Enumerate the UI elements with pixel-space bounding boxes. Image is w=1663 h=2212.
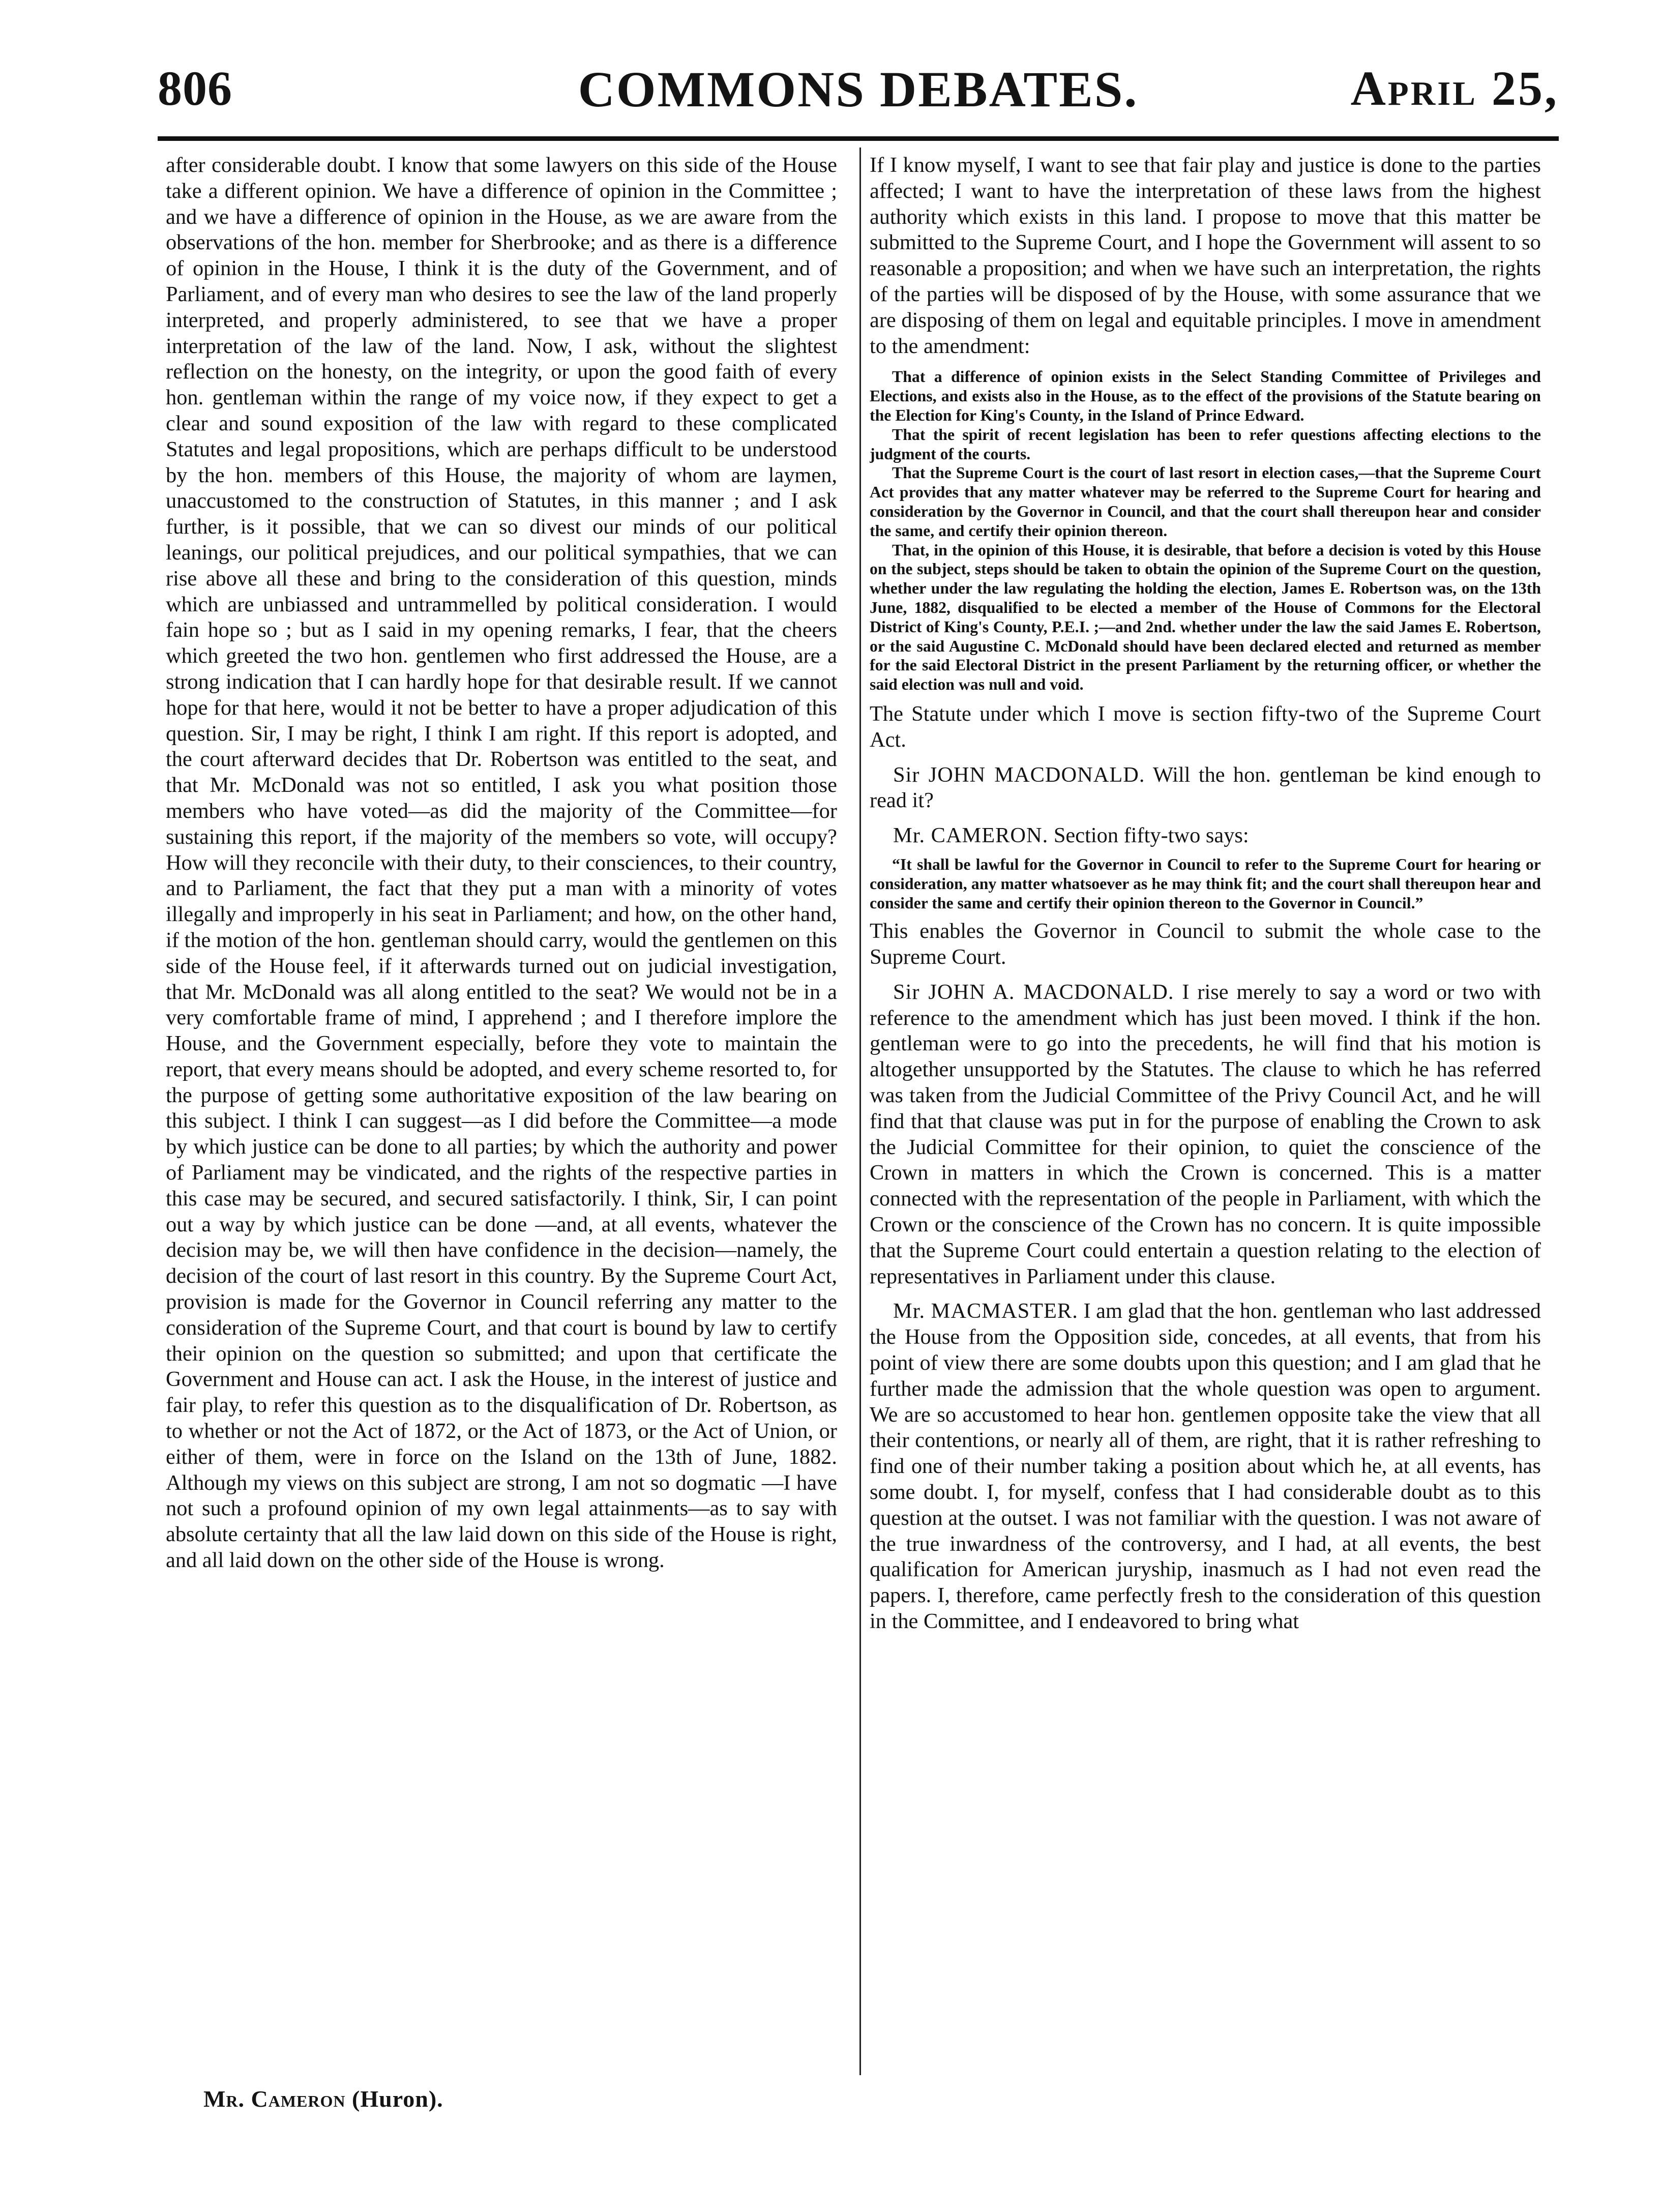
speech-macmaster [870,1299,1541,1634]
right-intro-paragraph: If I know myself, I want to see that fair play and justice is done to the parties affected; I want to have the interpretation of these laws from the highest authority which exists in this land. I propose to move that this matter be submitted to the Supreme Court, and I hope the Government will assent to so reasonable a proposition; and when we have such an interpretation, the rights of the parties will be disposed of by the House, with some assurance that we are disposing of them on legal and equitable principles. I move in amendment to the amendment: [870,153,1541,358]
speech-macdonald-question [870,762,1541,814]
motion-clause: That the Supreme Court is the court of last resort in election cases,—that the Supreme Court Act provides that any matter whatever may be referred to the Supreme Court for hearing and consideration by the Governor in Council, and that the court shall thereupon hear and consider the same, and certify their opinion thereon. [870,464,1541,540]
speech-text: Section fifty-two says: [1053,823,1249,848]
after-motion-paragraph: The Statute under which I move is section fifty-two of the Supreme Court Act. [870,701,1541,752]
motion-clause: That a difference of opinion exists in the Select Standing Committee of Privileges and Elections, and exists also in the House, as to the effect of the provisions of the Statute bearing on the Election for King's County, in the Island of Prince Edward. [870,368,1541,424]
after-quote-paragraph: This enables the Governor in Council to submit the whole case to the Supreme Court. [870,919,1541,969]
footer-speaker-riding: (Huron). [352,2086,443,2112]
column-divider [859,148,861,2075]
header-rule [158,136,1559,141]
page-number: 806 [158,61,232,115]
motion-clause: That, in the opinion of this House, it is desirable, that before a decision is voted by this House on the subject, steps should be taken to obtain the opinion of the Supreme Court on the question, whether under the law regulating the holding the election, James E. Robertson was, on the 13th June, 1882, disqualified to be elected a member of the House of Commons for the Electoral District of King's County, P.E.I. ;—and 2nd. whether under the law the said James E. Robertson, or the said Augustine C. McDonald should have been declared elected and returned as member for the said Electoral District in the present Parliament by the returning officer, or whether the said election was null and void. [870,541,1541,694]
speech-text: I am glad that the hon. gentleman who last addressed the House from the Opposition side, concedes, at all events, that from his point of view there are some doubts upon this question; and I am glad that he further made the admission that the whole question was open to argument. We are so accustomed to hear hon. gentlemen opposite take the view that all their contentions, or nearly all of them, are right, that it is rather refreshing to find one of their number taking a position about which he, at all events, has some doubt. I, for myself, confess that I had considerable doubt as to this question at the outset. I was not familiar with the question. I was not aware of the true inwardness of the controversy, and I had, at all events, the best qualification for American juryship, inasmuch as I had not even read the papers. I, therefore, came perfectly fresh to the consideration of this question in the Committee, and I endeavored to bring what [870,1299,1541,1634]
amendment-motion [870,367,1541,694]
page-header [158,60,1559,136]
left-column [166,153,837,2075]
right-column [870,153,1541,2075]
speaker-name: Mr. MACMASTER. [893,1299,1078,1323]
footer-speaker-name: Mr. Cameron [203,2086,346,2112]
page-date: April 25, [1350,61,1559,115]
speaker-name: Sir JOHN A. MACDONALD. [893,980,1174,1004]
statute-quote: “It shall be lawful for the Governor in Council to refer to the Supreme Court for hearing or consideration, any matter whatsoever as he may think fit; and the court shall thereupon hear and consider the same and certify their opinion thereon to the Governor in Council.” [870,855,1541,912]
page-title: COMMONS DEBATES. [578,61,1139,117]
speech-macdonald-response [870,980,1541,1290]
speaker-name: Mr. CAMERON. [893,823,1049,848]
running-speaker-footer [203,2085,443,2112]
speaker-name: Sir JOHN MACDONALD. [893,762,1145,787]
speech-cameron-reply [870,823,1541,849]
motion-clause: That the spirit of recent legislation has been to refer questions affecting elections to the judgment of the courts. [870,425,1541,463]
speech-text: I rise merely to say a word or two with reference to the amendment which has just been moved. I think if the hon. gentleman were to go into the precedents, he will find that his motion is altogether unsupported by the Statutes. The clause to which he has referred was taken from the Judicial Committee of the Privy Council Act, and he will find that that clause was put in for the purpose of enabling the Crown to ask the Judicial Committee for their opinion, to quiet the conscience of the Crown in matters in which the Crown is concerned. This is a matter connected with the representation of the people in Parliament, with which the Crown or the conscience of the Crown has no concern. It is quite impossible that the Supreme Court could entertain a question relating to the election of representatives in Parliament under this clause. [870,980,1541,1288]
left-paragraph: after considerable doubt. I know that some lawyers on this side of the House take a different opinion. We have a difference of opinion in the Committee ; and we have a difference of opinion in the House, as we are aware from the observations of the hon. member for Sherbrooke; and as there is a difference of opinion in the House, I think it is the duty of the Government, and of Parliament, and of every man who desires to see the law of the land properly interpreted, and properly administered, to see that we have a proper interpretation of the law of the land. Now, I ask, without the slightest reflection on the honesty, on the integrity, or upon the good faith of every hon. gentleman within the range of my voice now, if they expect to get a clear and sound exposition of the law with regard to these complicated Statutes and legal propositions, which are perhaps difficult to be understood by the hon. members of this House, the majority of whom are laymen, unaccustomed to the construction of Statutes, in this manner ; and I ask further, is it possible, that we can so divest our minds of our political leanings, our political prejudices, and our political sympathies, that we can rise above all these and bring to the consideration of this question, minds which are unbiassed and untrammelled by political consideration. I would fain hope so ; but as I said in my opening remarks, I fear, that the cheers which greeted the two hon. gentlemen who first addressed the House, are a strong indication that I can hardly hope for that desirable result. If we cannot hope for that here, would it not be better to have a proper adjudication of this question. Sir, I may be right, I think I am right. If this report is adopted, and the court afterward decides that Dr. Robertson was entitled to the seat, and that Mr. McDonald was not so entitled, I ask you what position those members who have voted—as did the majority of the Committee—for sustaining this report, if the majority of the members so vote, will occupy? How will they reconcile with their duty, to their consciences, to their country, and to Parliament, the fact that they put a man with a minority of votes illegally and improperly in his seat in Parliament; and how, on the other hand, if the motion of the hon. gentleman should carry, would the gentlemen on this side of the House feel, if it afterwards turned out on judicial investigation, that Mr. McDonald was all along entitled to the seat? We would not be in a very comfortable frame of mind, I apprehend ; and I therefore implore the House, and the Government especially, before they vote to maintain the report, that every means should be adopted, and every scheme resorted to, for the purpose of getting some authoritative exposition of the law bearing on this subject. I think I can suggest—as I did before the Committee—a mode by which justice can be done to all parties; by which the authority and power of Parliament may be vindicated, and the rights of the respective parties in this case may be secured, and secured satisfactorily. I think, Sir, I can point out a way by which justice can be done —and, at all events, whatever the decision may be, we will then have confidence in the decision—namely, the decision of the court of last resort in this country. By the Supreme Court Act, provision is made for the Governor in Council referring any matter to the consideration of the Supreme Court, and that court is bound by law to certify their opinion on the question so submitted; and upon that certificate the Government and House can act. I ask the House, in the interest of justice and fair play, to refer this question as to the disqualification of Dr. Robertson, as to whether or not the Act of 1872, or the Act of 1873, or the Act of Union, or either of them, were in force on the Island on the 13th of June, 1882. Although my views on this subject are strong, I am not so dogmatic —I have not such a profound opinion of my own legal attainments—as to say with absolute certainty that all the law laid down on this side of the House is right, and all laid down on the other side of the House is wrong. [166,153,837,1573]
speech-text: Will the hon. gentleman be kind enough to read it? [870,762,1541,813]
